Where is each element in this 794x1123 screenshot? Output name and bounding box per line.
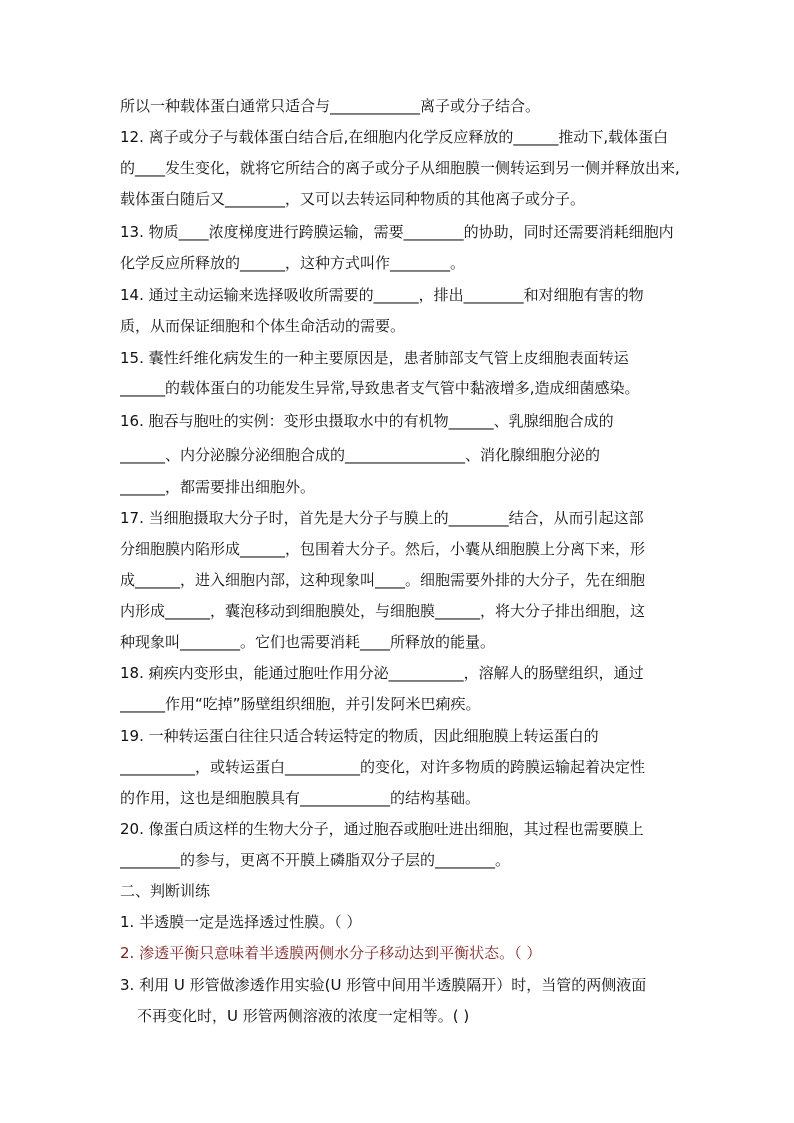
text-line: ______，都需要排出细胞外。 [120,478,316,496]
text-line: ______的载体蛋白的功能发生异常,导致患者支气管中黏液增多,造成细菌感染。 [120,379,640,397]
question-16: 16. 胞吞与胞吐的实例：变形虫摄取水中的有机物______、乳腺细胞合成的 [120,412,614,430]
question-17: 17. 当细胞摄取大分子时，首先是大分子与膜上的________结合，从而引起这部 [120,509,644,527]
question-13: 13. 物质____浓度梯度进行跨膜运输，需要________的协助，同时还需要消耗细胞内 [120,223,674,241]
judgment-item-2: 2. 渗透平衡只意味着半透膜两侧水分子移动达到平衡状态。（ ） [120,944,542,962]
question-12: 12. 离子或分子与载体蛋白结合后,在细胞内化学反应释放的______推动下,载体蛋白 [120,128,669,146]
question-19: 19. 一种转运蛋白往往只适合转运特定的物质，因此细胞膜上转运蛋白的 [120,727,599,745]
section-heading: 二、判断训练 [120,882,211,900]
text-line: 的作用，这也是细胞膜具有____________的结构基础。 [120,789,481,807]
text-line: 成______，进入细胞内部，这种现象叫____。细胞需要外排的大分子，先在细胞 [120,571,646,589]
question-15: 15. 囊性纤维化病发生的一种主要原因是，患者肺部支气管上皮细胞表面转运 [120,349,629,367]
judgment-item-1: 1. 半透膜一定是选择透过性膜。（ ） [120,913,362,931]
text-line: 所以一种载体蛋白通常只适合与____________离子或分子结合。 [120,97,541,115]
judgment-item-3: 3. 利用 U 形管做渗透作用实验(U 形管中间用半透膜隔开）时，当管的两侧液面 [120,976,647,994]
text-line: 不再变化时，U 形管两侧溶液的浓度一定相等。( ) [137,1007,470,1025]
text-line: ______作用“吃掉”肠壁组织细胞，并引发阿米巴痢疾。 [120,695,481,713]
text-line: __________，或转运蛋白__________的变化，对许多物质的跨膜运输起着决定性 [120,758,646,776]
text-line: 分细胞膜内陷形成______，包围着大分子。然后，小囊从细胞膜上分离下来，形 [120,540,646,558]
question-20: 20. 像蛋白质这样的生物大分子，通过胞吞或胞吐进出细胞，其过程也需要膜上 [120,820,644,838]
text-line: 化学反应所释放的______，这种方式叫作________。 [120,254,466,272]
text-line: 种现象叫________。它们也需要消耗____所释放的能量。 [120,633,496,651]
text-line: ________的参与，更离不开膜上磷脂双分子层的________。 [120,851,511,869]
question-18: 18. 痢疾内变形虫，能通过胞吐作用分泌__________，溶解人的肠壁组织，通过 [120,664,644,682]
text-line: ______、内分泌腺分泌细胞合成的________________、消化腺细胞分泌的 [120,446,601,464]
text-line: 的____发生变化，就将它所结合的离子或分子从细胞膜一侧转运到另一侧并释放出来, [120,159,680,177]
text-line: 质，从而保证细胞和个体生命活动的需要。 [120,317,406,335]
question-14: 14. 通过主动运输来选择吸收所需要的______，排出________和对细胞有害的物 [120,286,644,304]
text-line: 载体蛋白随后又________，又可以去转运同种物质的其他离子或分子。 [120,190,586,208]
text-line: 内形成______，囊泡移动到细胞膜处，与细胞膜______，将大分子排出细胞，这 [120,602,646,620]
